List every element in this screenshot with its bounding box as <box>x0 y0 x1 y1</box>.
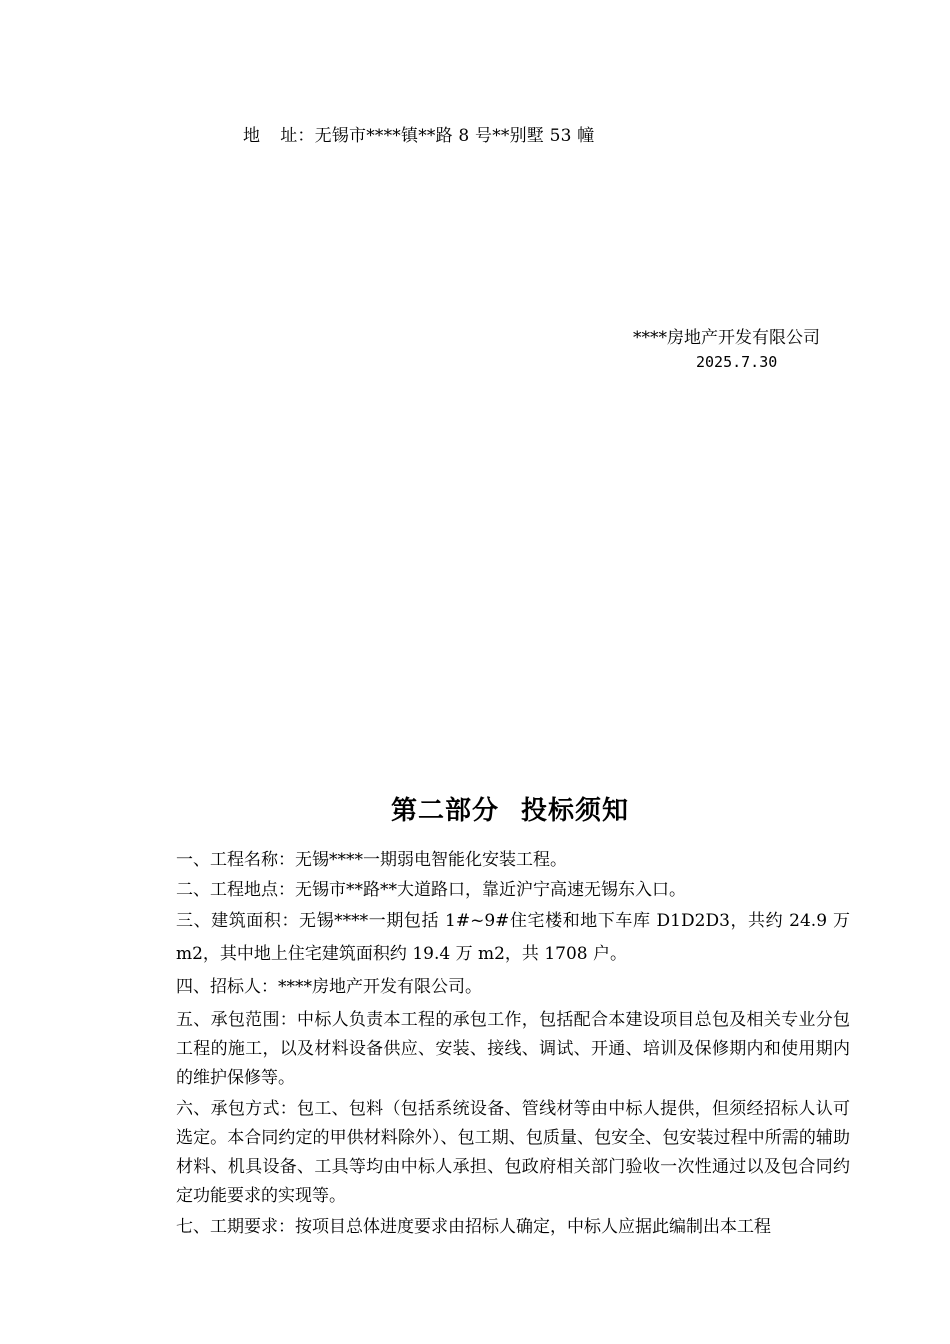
paragraph-tenderer: 四、招标人：****房地产开发有限公司。 <box>176 977 482 997</box>
paragraph-building-area: 三、建筑面积：无锡****一期包括 1#~9#住宅楼和地下车库 D1D2D3，共约 24.9 万 m2，其中地上住宅建筑面积约 19.4 万 m2，共 1708 户。 <box>176 911 850 964</box>
paragraph-contract-scope: 五、承包范围：中标人负责本工程的承包工作，包括配合本建设项目总包及相关专业分包工程的施工，以及材料设备供应、安装、接线、调试、开通、培训及保修期内和使用期内的维护保修等。 <box>176 1010 850 1088</box>
signature-date: 2025.7.30 <box>696 353 778 371</box>
paragraph-project-name: 一、工程名称：无锡****一期弱电智能化安装工程。 <box>176 850 567 870</box>
section-title-part: 第二部分 <box>390 796 499 826</box>
signature-company: ****房地产开发有限公司 <box>633 328 820 348</box>
address-value: 无锡市****镇**路 8 号**别墅 53 幢 <box>314 126 595 146</box>
address-line <box>243 121 594 146</box>
paragraph-schedule: 七、工期要求：按项目总体进度要求由招标人确定，中标人应据此编制出本工程 <box>176 1217 771 1237</box>
paragraph-contract-method: 六、承包方式：包工、包料（包括系统设备、管线材等由中标人提供，但须经招标人认可选定。本合同约定的甲供材料除外）、包工期、包质量、包安全、包安装过程中所需的辅助材料、机具设备、工具等均由中标人承担、包政府相关部门验收一次性通过以及包合同约定功能要求的实现等。 <box>176 1099 850 1206</box>
address-label-second-char: 址： <box>280 126 315 146</box>
section-title-name: 投标须知 <box>521 796 630 826</box>
section-title <box>0 790 950 827</box>
address-label-first-char: 地 <box>243 126 261 146</box>
notice-body <box>176 845 850 1242</box>
paragraph-project-location: 二、工程地点：无锡市**路**大道路口，靠近沪宁高速无锡东入口。 <box>176 880 686 900</box>
